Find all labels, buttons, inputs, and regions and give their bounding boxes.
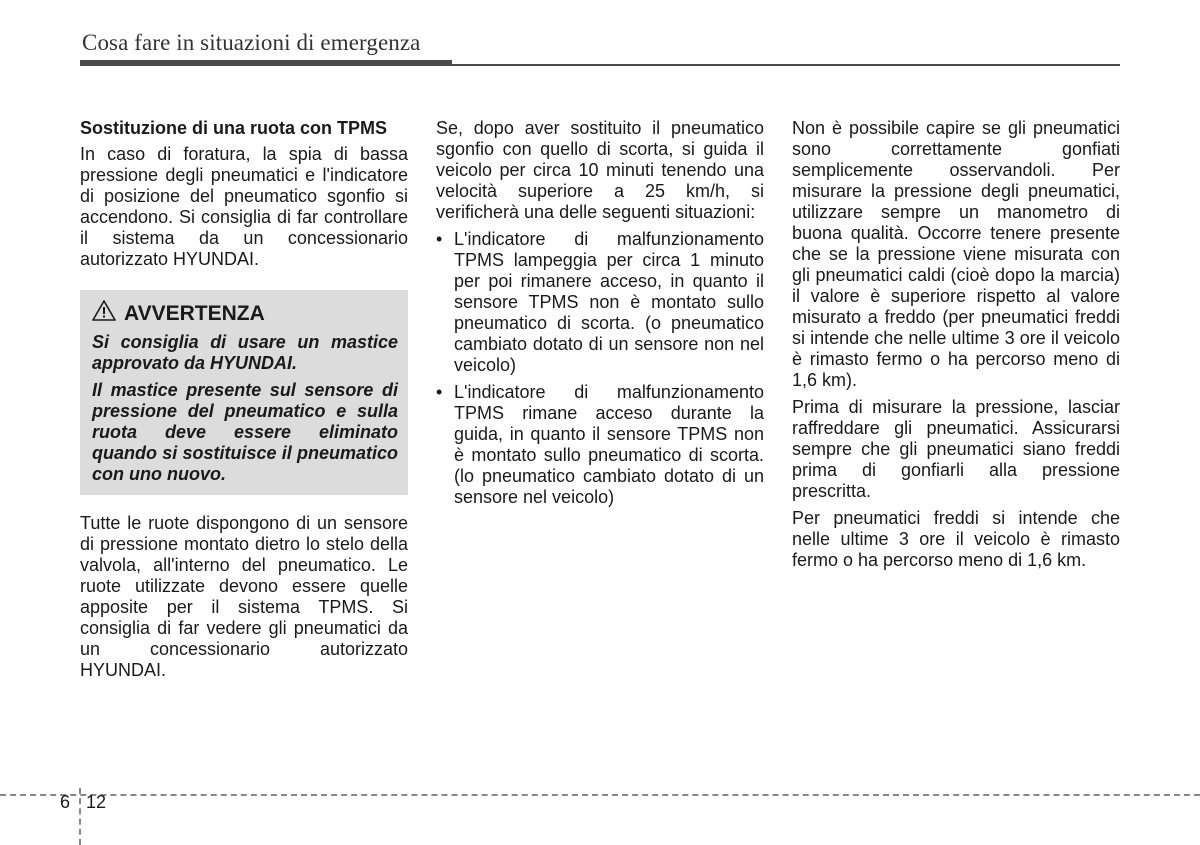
paragraph-sensor: Tutte le ruote dispongono di un sensore di pressione montato dietro lo stelo della valvola, all'interno del pneumatico. Le ruote utilizzate devono essere quelle apposite per il sistema TPMS. Si consiglia di far vedere gli pneumatici da un concessionario autorizzato HYUNDAI. — [80, 513, 408, 680]
footer-vertical-divider — [79, 788, 81, 845]
list-item-text: L'indicatore di malfunzionamento TPMS lampeggia per circa 1 minuto per poi rimanere acceso, in quanto il sensore TPMS non è montato sullo pneumatico di scorta. (o pneumatico cambiato dotato di un sensore non nel veicolo) — [454, 229, 764, 375]
bullet-icon: • — [436, 229, 443, 249]
column-left — [80, 118, 408, 687]
warning-box — [80, 290, 408, 495]
page-header-title: Cosa fare in situazioni di emergenza — [82, 30, 421, 55]
list-item — [436, 382, 764, 508]
page-number: 12 — [86, 792, 107, 812]
header-rule-thin — [80, 64, 1120, 66]
warning-triangle-icon — [92, 300, 116, 326]
section-heading: Sostituzione di una ruota con TPMS — [80, 118, 388, 138]
list-item — [436, 229, 764, 376]
warning-title-row — [92, 300, 398, 326]
warning-text: Si consiglia di usare un mastice approvato da HYUNDAI. — [92, 332, 398, 373]
paragraph: Non è possibile capire se gli pneumatici sono correttamente gonfiati semplicemente osservandoli. Per misurare la pressione degli pneumatici, utilizzare sempre un manometro di buona qualità. Occorre tenere presente che se la pressione viene misurata con gli pneumatici caldi (cioè dopo la marcia) il valore è superiore rispetto al valore misurato a freddo (per pneumatici freddi si intende che nelle ultime 3 ore il veicolo è rimasto fermo o ha percorso meno di 1,6 km). — [792, 118, 1120, 390]
column-middle — [436, 118, 764, 514]
paragraph: Prima di misurare la pressione, lasciar raffreddare gli pneumatici. Assicurarsi sempre che gli pneumatici siano freddi prima di gonfiarli alla pressione prescritta. — [792, 397, 1120, 501]
paragraph: Per pneumatici freddi si intende che nelle ultime 3 ore il veicolo è rimasto fermo o ha percorso meno di 1,6 km. — [792, 508, 1120, 570]
warning-text: Il mastice presente sul sensore di pressione del pneumatico e sulla ruota deve essere eliminato quando si sostituisce il pneumatico con uno nuovo. — [92, 380, 398, 484]
paragraph-intro: In caso di foratura, la spia di bassa pressione degli pneumatici e l'indicatore di posizione del pneumatico sgonfio si accendono. Si consiglia di far controllare il sistema da un concessionario autorizzato HYUNDAI. — [80, 144, 408, 269]
bullet-icon: • — [436, 382, 443, 402]
bullet-list — [436, 229, 764, 508]
chapter-number: 6 — [60, 792, 71, 812]
warning-title: AVVERTENZA — [124, 301, 265, 325]
list-item-text: L'indicatore di malfunzionamento TPMS rimane acceso durante la guida, in quanto il sensore TPMS non è montato sullo pneumatico di scorta. (lo pneumatico cambiato dotato di un sensore nel veicolo) — [454, 382, 764, 507]
footer-divider — [0, 794, 1200, 796]
column-right — [792, 118, 1120, 577]
paragraph-intro: Se, dopo aver sostituito il pneumatico sgonfio con quello di scorta, si guida il veicolo per circa 10 minuti tenendo una velocità superiore a 25 km/h, si verificherà una delle seguenti situazioni: — [436, 118, 764, 222]
